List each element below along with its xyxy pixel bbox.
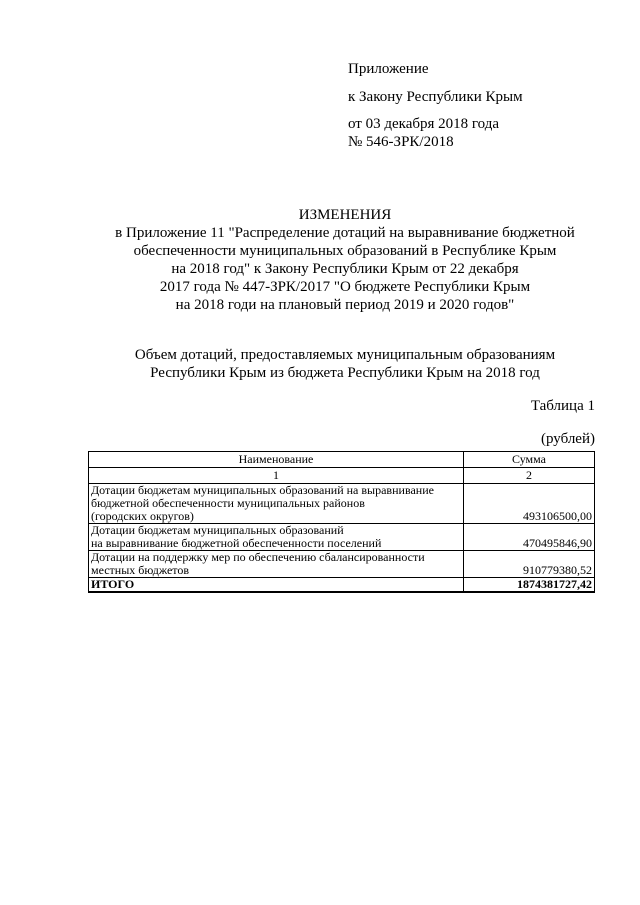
table-row	[89, 524, 595, 551]
header-amount: Сумма	[464, 452, 595, 468]
row-name-line: Дотации бюджетам муниципальных образований на выравнивание	[91, 483, 434, 497]
appendix-label: Приложение	[348, 61, 429, 77]
document-title: ИЗМЕНЕНИЯ	[298, 207, 392, 223]
column-number-1: 1	[89, 468, 464, 484]
row-name-line: Дотации на поддержку мер по обеспечению сбалансированности	[91, 550, 425, 564]
subsidy-table	[88, 451, 595, 593]
law-reference: к Закону Республики Крым	[348, 89, 523, 105]
row-name-line: на выравнивание бюджетной обеспеченности поселений	[91, 536, 382, 550]
changes-line-3: на 2018 год" к Закону Республики Крым от 22 декабря	[171, 261, 519, 277]
row-name-line: местных бюджетов	[91, 563, 190, 577]
table-row	[89, 484, 595, 524]
table-label: Таблица 1	[530, 398, 595, 414]
table-number-row	[89, 468, 595, 484]
row-name-line: (городских округов)	[91, 509, 194, 523]
column-number-2: 2	[464, 468, 595, 484]
changes-line-5: на 2018 годи на плановый период 2019 и 2020 годов"	[175, 297, 515, 313]
row-name	[89, 524, 464, 551]
law-number: № 546-ЗРК/2018	[348, 134, 454, 150]
row-name-line: Дотации бюджетам муниципальных образований	[91, 523, 344, 537]
changes-line-2: обеспеченности муниципальных образований в Республике Крым	[133, 243, 557, 259]
changes-line-4: 2017 года № 447-ЗРК/2017 "О бюджете Республики Крым	[159, 279, 531, 295]
law-date: от 03 декабря 2018 года	[348, 116, 500, 132]
subtitle-line-1: Объем дотаций, предоставляемых муниципальным образованиям	[134, 347, 556, 363]
subtitle-line-2: Республики Крым из бюджета Республики Крым на 2018 год	[150, 365, 540, 381]
header-name: Наименование	[89, 452, 464, 468]
total-label: ИТОГО	[89, 578, 464, 593]
units-label: (рублей)	[540, 431, 595, 447]
row-amount: 493106500,00	[464, 484, 595, 524]
table-total-row	[89, 578, 595, 593]
table-row	[89, 551, 595, 578]
row-name-line: бюджетной обеспеченности муниципальных районов	[91, 496, 365, 510]
total-amount: 1874381727,42	[464, 578, 595, 593]
changes-line-1: в Приложение 11 "Распределение дотаций на выравнивание бюджетной	[115, 225, 575, 241]
row-name	[89, 551, 464, 578]
table-header-row	[89, 452, 595, 468]
row-amount: 910779380,52	[464, 551, 595, 578]
row-amount: 470495846,90	[464, 524, 595, 551]
row-name	[89, 484, 464, 524]
